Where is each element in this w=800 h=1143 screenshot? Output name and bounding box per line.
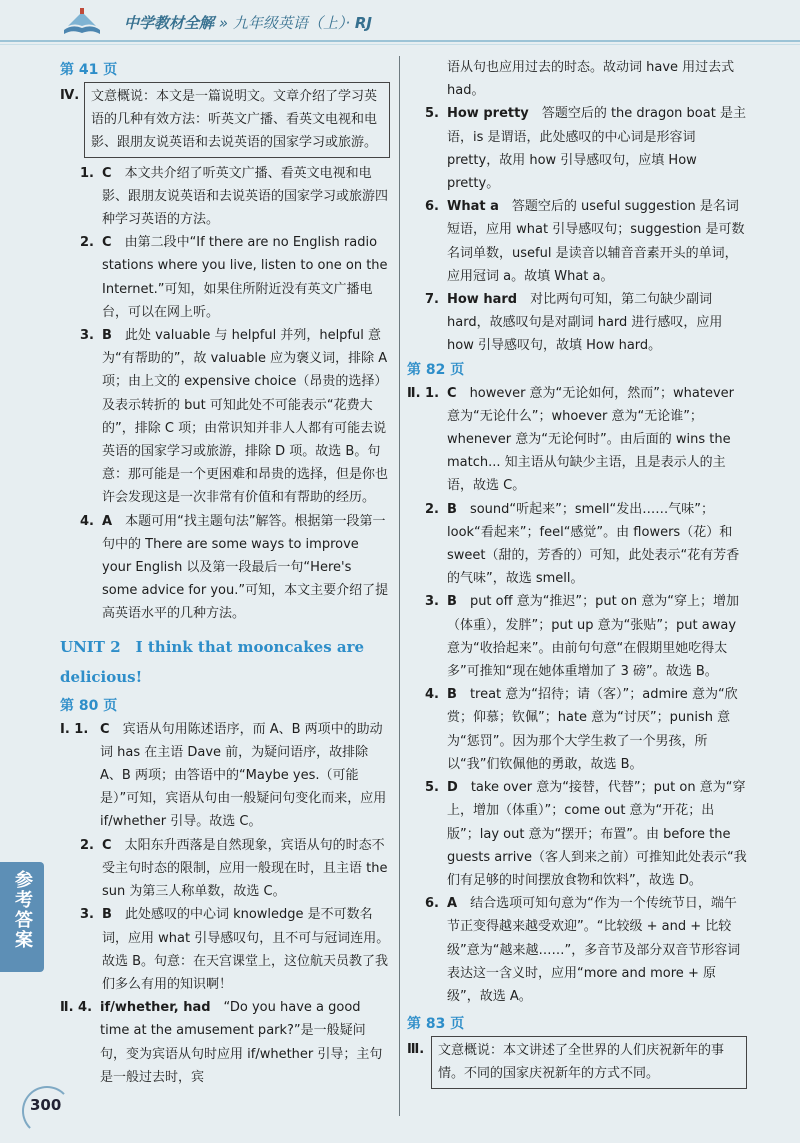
answer-letter: B: [447, 501, 457, 517]
answer-item: 4. A 本题可用“找主题句法”解答。根据第一段第一句中的 There are some ways to improve your English 以及第一段最后一句“Here's some advice for you.”可知，本文主要介绍了提高英语水平的几种方法。: [80, 513, 389, 622]
section-number: Ⅳ.: [60, 88, 80, 103]
page-ref-41: 第 41 页: [60, 62, 118, 78]
answer-letter: A: [102, 513, 113, 529]
answer-item: 3. B 此处感叹的中心词 knowledge 是不可数名词，应用 what 引导感叹句，且不可与冠词连用。故选 B。句意：在天宫课堂上，这位航天员教了我们多么有用的知识啊！: [80, 907, 390, 992]
page-ref-82: 第 82 页: [407, 361, 465, 378]
answer-letter: B: [447, 594, 457, 610]
answer-item: 3. B 此处 valuable 与 helpful 并列，helpful 意为“有帮助的”，故 valuable 应为褒义词，排除 A 项；由上文的 expensive choice（昂贵的选择）及表示转折的 but 可知此处不可能表示“花费大的”，排除 C 项；由常识知并非人人都有可能去说英语的国家学习或旅游，排除 D 项。故选 B。句意：那可能是一个更困难和昂贵的选择，但是你也许会发现这是一次非常有价值和有帮助的经历。: [80, 328, 389, 506]
unit-heading: UNIT 2 I think that mooncakes are delicious!: [60, 637, 365, 686]
answer-letter: C: [447, 385, 457, 401]
answer-item: 7. How hard 对比两句可知，第二句缺少副词 hard，故感叹句是对副词 hard 进行感叹，应用 how 引导感叹句，故填 How hard。: [425, 292, 723, 354]
summary-box: 文意概说：本文是一篇说明文。文章介绍了学习英语的几种有效方法：听英文广播、看英文电视和电影、跟朋友说英语和去说英语的国家学习或旅游。: [84, 82, 390, 158]
book-logo-icon: [62, 4, 102, 38]
answer-item: 6. A 结合选项可知句意为“作为一个传统节日，端午节正变得越来越受欢迎”。“比较级 + and + 比较级”意为“越来越……”，多音节及部分双音节形容词表达这一含义时，应用“more and more + 原级”，故选 A。: [425, 896, 741, 1004]
explanation: sound“听起来”；smell“发出……气味”；look“看起来”；feel“感觉”。由 flowers（花）和 sweet（甜的，芳香的）可知，此处表示“花有芳香的气味”，故选 smell。: [447, 501, 740, 587]
explanation: 本题可用“找主题句法”解答。根据第一段第一句中的 There are some ways to improve your English 以及第一段最后一句“Here's some advice for you.”可知，本文主要介绍了提高英语水平的几种方法。: [102, 513, 389, 622]
answer-letter: D: [447, 780, 458, 796]
explanation: 此处感叹的中心词 knowledge 是不可数名词，应用 what 引导感叹句，且不可与冠词连用。故选 B。句意：在天宫课堂上，这位航天员教了我们多么有用的知识啊！: [102, 907, 390, 992]
answer-letter: How pretty: [447, 106, 529, 122]
column-divider: [399, 56, 400, 1116]
answer-letter: C: [100, 721, 110, 737]
answer-item: Ⅱ. 4. if/whether, had “Do you have a good time at the amusement park?”是一般疑问句，变为宾语从句时应用 if/whether 引导；主句是一般过去时，宾: [60, 1000, 383, 1085]
answer-item: 5. D take over 意为“接替，代替”；put on 意为“穿上，增加（体重）”；come out 意为“开花；出版”；lay out 意为“摆开；布置”。由 before the guests arrive（客人到来之前）可推知此处表示“我们有足够的时间摆放食物和饮料”，故选 D。: [425, 780, 747, 888]
answer-item: Ⅱ. 1. C however 意为“无论如何，然而”；whatever 意为“无论什么”；whoever 意为“无论谁”；whenever 意为“无论何时”。由后面的 wins the match... 知主语从句缺少主语，且是表示人的主语，故选 C。: [407, 385, 734, 494]
answer-letter: How hard: [447, 292, 518, 308]
answer-letter: A: [447, 896, 458, 912]
answer-letter: if/whether, had: [100, 1000, 211, 1016]
explanation: treat 意为“招待；请（客）”；admire 意为“欣赏；仰慕；钦佩”；hate 意为“讨厌”；punish 意为“惩罚”。因为那个大学生救了一个男孩，所以“我”们钦佩他的勇敢，故选 B。: [447, 687, 738, 772]
page-ref-80: 第 80 页: [60, 697, 118, 714]
header-title: 中学教材全解 » 九年级英语（上）· RJ: [124, 14, 373, 32]
explanation: 本文共介绍了听英文广播、看英文电视和电影、跟朋友说英语和去说英语的国家学习或旅游四种学习英语的方法。: [102, 165, 389, 228]
explanation: however 意为“无论如何，然而”；whatever 意为“无论什么”；whoever 意为“无论谁”；whenever 意为“无论何时”。由后面的 wins the match... 知主语从句缺少主语，且是表示人的主语，故选 C。: [447, 385, 734, 494]
answer-letter: C: [102, 837, 112, 853]
explanation: 对比两句可知，第二句缺少副词 hard，故感叹句是对副词 hard 进行感叹，应用 how 引导感叹句，故填 How hard。: [447, 292, 723, 354]
page-ref-83: 第 83 页: [407, 1016, 465, 1033]
explanation: “Do you have a good time at the amusement park?”是一般疑问句，变为宾语从句时应用 if/whether 引导；主句是一般过去时，宾: [100, 1000, 383, 1085]
answer-letter: C: [102, 165, 112, 181]
explanation: 太阳东升西落是自然现象，宾语从句的时态不受主句时态的限制，应用一般现在时，且主语 the sun 为第三人称单数，故选 C。: [102, 837, 388, 900]
answer-item: 2. C 由第二段中“If there are no English radio stations where you live, listen to one on the Internet.”可知，如果住所附近没有英文广播电台，可以在网上听。: [80, 235, 388, 320]
answer-item: 5. How pretty 答题空后的 the dragon boat 是主语，is 是谓语，此处感叹的中心词是形容词 pretty，故用 how 引导感叹句，应填 How pretty。: [425, 106, 746, 192]
page-header: [0, 0, 800, 46]
right-column: [407, 56, 747, 1089]
answer-item: 1. C 本文共介绍了听英文广播、看英文电视和电影、跟朋友说英语和去说英语的国家学习或旅游四种学习英语的方法。: [80, 165, 389, 228]
explanation: 答题空后的 useful suggestion 是名词短语，应用 what 引导感叹句；suggestion 是可数名词单数，useful 是读音以辅音音素开头的单词，应用冠词 a。故填 What a。: [447, 199, 745, 284]
answer-item: 3. B put off 意为“推迟”；put on 意为“穿上；增加（体重），发胖”；put up 意为“张贴”；put away 意为“收拾起来”。由前句句意“在假期里她吃得太多”可推知“现在她体重增加了 3 磅”。故选 B。: [425, 594, 739, 680]
page-number: 300: [30, 1096, 62, 1114]
header-rule: [0, 40, 800, 42]
answer-item: Ⅰ. 1. C 宾语从句用陈述语序，而 A、B 两项中的助动词 has 在主语 Dave 前，为疑问语序，故排除 A、B 两项；由答语中的“Maybe yes.（可能是）”可知，宾语从句由一般疑问句变化而来，应用 if/whether 引导。故选 C。: [60, 721, 387, 830]
answer-letter: B: [447, 687, 457, 703]
explanation: take over 意为“接替，代替”；put on 意为“穿上，增加（体重）”；come out 意为“开花；出版”；lay out 意为“摆开；布置”。由 before the guests arrive（客人到来之前）可推知此处表示“我们有足够的时间摆放食物和饮料”，故选 D。: [447, 780, 747, 888]
explanation: 宾语从句用陈述语序，而 A、B 两项中的助动词 has 在主语 Dave 前，为疑问语序，故排除 A、B 两项；由答语中的“Maybe yes.（可能是）”可知，宾语从句由一般疑问句变化而来，应用 if/whether 引导。故选 C。: [100, 721, 387, 830]
answer-letter: What a: [447, 199, 499, 215]
answer-item: 2. C 太阳东升西落是自然现象，宾语从句的时态不受主句时态的限制，应用一般现在时，且主语 the sun 为第三人称单数，故选 C。: [80, 837, 388, 900]
answer-item: 2. B sound“听起来”；smell“发出……气味”；look“看起来”；feel“感觉”。由 flowers（花）和 sweet（甜的，芳香的）可知，此处表示“花有芳香的气味”，故选 smell。: [425, 501, 740, 587]
summary-box: 文意概说：本文讲述了全世界的人们庆祝新年的事情。不同的国家庆祝新年的方式不同。: [431, 1036, 747, 1088]
explanation: 答题空后的 the dragon boat 是主语，is 是谓语，此处感叹的中心词是形容词 pretty，故用 how 引导感叹句，应填 How pretty。: [447, 106, 746, 192]
answer-letter: B: [102, 328, 112, 344]
answer-letter: C: [102, 235, 112, 251]
explanation: 结合选项可知句意为“作为一个传统节日，端午节正变得越来越受欢迎”。“比较级 + and + 比较级”意为“越来越……”，多音节及部分双音节形容词表达这一含义时，应用“more and more + 原级”，故选 A。: [447, 896, 741, 1004]
explanation: put off 意为“推迟”；put on 意为“穿上；增加（体重），发胖”；put up 意为“张贴”；put away 意为“收拾起来”。由前句句意“在假期里她吃得太多”可推知“现在她体重增加了 3 磅”。故选 B。: [447, 594, 739, 680]
explanation: 此处 valuable 与 helpful 并列，helpful 意为“有帮助的”，故 valuable 应为褒义词，排除 A 项；由上文的 expensive choice（昂贵的选择）及表示转折的 but 可知此处不可能表示“花费大的”，排除 C 项；由常识知并非人人都有可能去说英语的国家学习或旅游，排除 D 项。故选 B。句意：那可能是一个更困难和昂贵的选择，但是你也许会发现这是一次非常有价值和有帮助的经历。: [102, 328, 389, 506]
section-iii: [407, 1036, 747, 1088]
answer-item: 4. B treat 意为“招待；请（客）”；admire 意为“欣赏；仰慕；钦佩”；hate 意为“讨厌”；punish 意为“惩罚”。因为那个大学生救了一个男孩，所以“我”们钦佩他的勇敢，故选 B。: [425, 687, 738, 772]
explanation: 由第二段中“If there are no English radio stations where you live, listen to one on the Internet.”可知，如果住所附近没有英文广播电台，可以在网上听。: [102, 235, 388, 320]
answer-key-tab: 参考答案: [0, 862, 44, 972]
section-number: Ⅲ.: [407, 1042, 425, 1058]
left-column: [60, 58, 390, 1089]
continued-text: 语从句也应用过去的时态。故动词 have 用过去式 had。: [447, 60, 735, 99]
answer-letter: B: [102, 907, 112, 923]
section-iv: [60, 82, 390, 158]
answer-item: 6. What a 答题空后的 useful suggestion 是名词短语，应用 what 引导感叹句；suggestion 是可数名词单数，useful 是读音以辅音音素开头的单词，应用冠词 a。故填 What a。: [425, 199, 745, 284]
header-rule-thin: [0, 44, 800, 45]
